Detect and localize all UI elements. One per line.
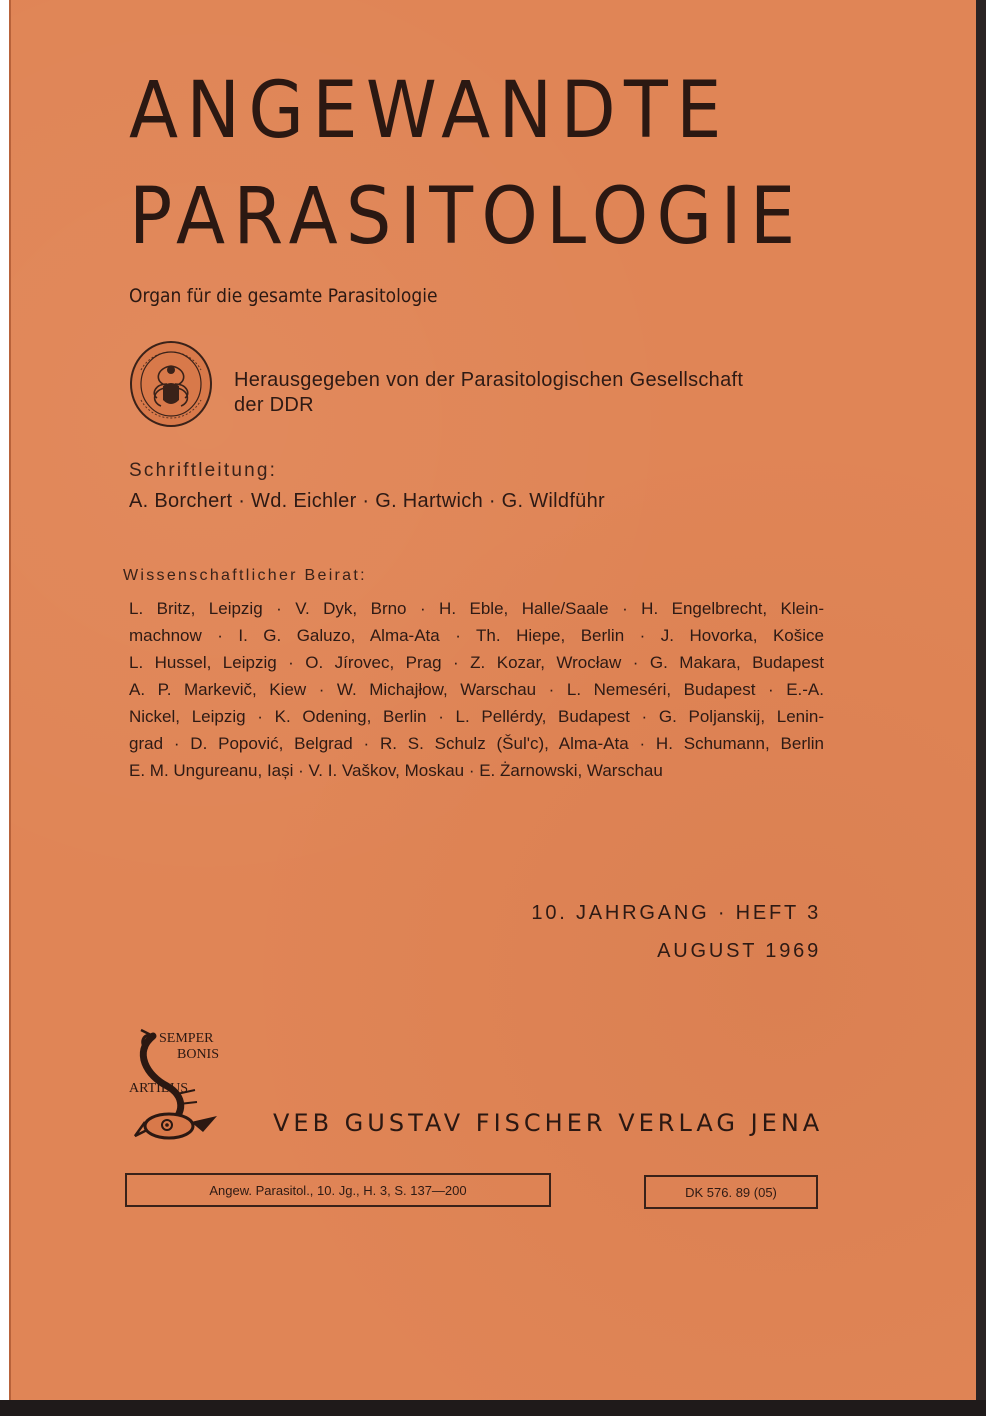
issue-date: AUGUST 1969 [657, 940, 821, 962]
journal-subtitle: Organ für die gesamte Parasitologie [129, 285, 438, 307]
citation-text: Angew. Parasitol., 10. Jg., H. 3, S. 137—200 [209, 1182, 467, 1198]
svg-text:BONIS: BONIS [177, 1047, 220, 1062]
advisory-board-line: E. M. Ungureanu, Iași · V. I. Vaškov, Moskau · E. Żarnowski, Warschau [129, 761, 663, 780]
svg-text:ARTIBUS: ARTIBUS [129, 1081, 189, 1096]
advisory-board-line: grad · D. Popović, Belgrad · R. S. Schulz (Šul'c), Alma-Ata · H. Schumann, Berlin [129, 734, 824, 753]
journal-cover [9, 0, 976, 1400]
publisher-society-line-2: der DDR [234, 394, 314, 416]
advisory-board-line: A. P. Markevič, Kiew · W. Michajłow, Warschau · L. Nemeséri, Budapest · E.-A. [129, 680, 824, 699]
classification-box [644, 1175, 818, 1209]
society-seal-icon [127, 340, 215, 428]
scan-edge-bottom [0, 1400, 986, 1416]
editors-list: A. Borchert · Wd. Eichler · G. Hartwich · G. Wildführ [129, 490, 605, 512]
scan-edge-right [976, 0, 986, 1416]
svg-text:SEMPER: SEMPER [159, 1031, 214, 1046]
advisory-board-list [129, 595, 824, 784]
journal-title-line-1: ANGEWANDTE [129, 66, 730, 156]
advisory-board-line: Nickel, Leipzig · K. Odening, Berlin · L. Pellérdy, Budapest · G. Poljanskij, Lenin- [129, 707, 824, 726]
journal-title-line-2: PARASITOLOGIE [129, 172, 804, 262]
citation-box [125, 1173, 551, 1207]
advisory-board-line: machnow · I. G. Galuzo, Alma-Ata · Th. Hiepe, Berlin · J. Hovorka, Košice [129, 626, 824, 645]
advisory-board-label: Wissenschaftlicher Beirat: [123, 567, 367, 584]
advisory-board-line: L. Britz, Leipzig · V. Dyk, Brno · H. Eble, Halle/Saale · H. Engelbrecht, Klein- [129, 599, 824, 618]
publisher-society-line-1: Herausgegeben von der Parasitologischen Gesellschaft [234, 369, 744, 391]
fish-publisher-logo-icon [123, 1022, 233, 1144]
issue-volume: 10. JAHRGANG · HEFT 3 [531, 902, 821, 924]
publisher-name: VEB GUSTAV FISCHER VERLAG JENA [273, 1109, 824, 1137]
classification-text: DK 576. 89 (05) [685, 1184, 777, 1200]
editorial-label: Schriftleitung: [129, 460, 278, 481]
advisory-board-line: L. Hussel, Leipzig · O. Jírovec, Prag · Z. Kozar, Wrocław · G. Makara, Budapest [129, 653, 824, 672]
